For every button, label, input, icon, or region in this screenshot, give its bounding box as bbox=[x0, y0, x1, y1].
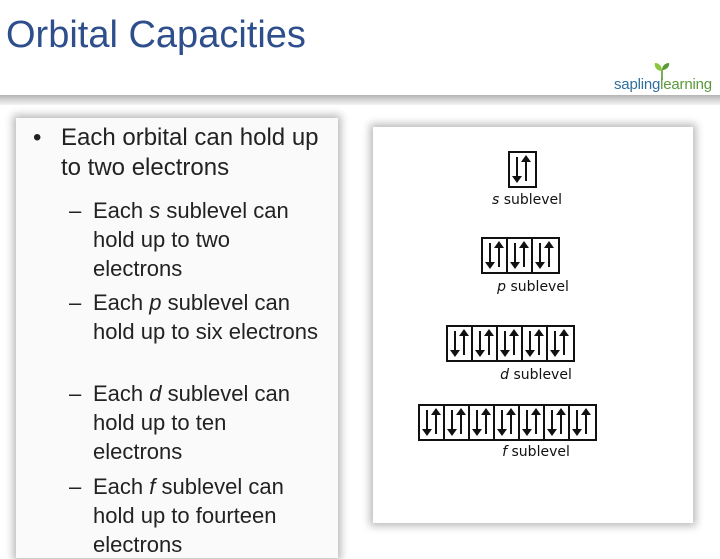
orbital-box bbox=[520, 406, 545, 439]
spin-down-arrow-icon bbox=[529, 331, 531, 355]
spin-down-arrow-icon bbox=[551, 410, 553, 434]
spin-up-arrow-icon bbox=[513, 331, 515, 355]
spin-down-arrow-icon bbox=[514, 243, 516, 267]
orbital-box bbox=[523, 327, 548, 360]
orbital-box bbox=[510, 153, 535, 186]
spin-down-arrow-icon bbox=[479, 331, 481, 355]
orbital-box bbox=[498, 327, 523, 360]
orbital-box bbox=[445, 406, 470, 439]
orbital-box bbox=[483, 239, 508, 272]
spin-up-arrow-icon bbox=[485, 410, 487, 434]
spin-down-arrow-icon bbox=[476, 410, 478, 434]
logo-text-learning: learning bbox=[660, 76, 712, 93]
spin-down-arrow-icon bbox=[426, 410, 428, 434]
spin-up-arrow-icon bbox=[460, 410, 462, 434]
orbital-box bbox=[533, 239, 558, 272]
orbital-box bbox=[473, 327, 498, 360]
spin-down-arrow-icon bbox=[539, 243, 541, 267]
bullet-dot: • bbox=[33, 124, 42, 151]
orbital-box bbox=[470, 406, 495, 439]
spin-up-arrow-icon bbox=[585, 410, 587, 434]
orbital-box bbox=[448, 327, 473, 360]
orbital-box bbox=[548, 327, 573, 360]
orbital-boxes-s bbox=[508, 151, 537, 188]
spin-up-arrow-icon bbox=[463, 331, 465, 355]
spin-up-arrow-icon bbox=[548, 243, 550, 267]
label-d-sublevel: d sublevel bbox=[500, 367, 572, 383]
spin-down-arrow-icon bbox=[576, 410, 578, 434]
spin-up-arrow-icon bbox=[535, 410, 537, 434]
spin-up-arrow-icon bbox=[560, 410, 562, 434]
spin-down-arrow-icon bbox=[554, 331, 556, 355]
spin-up-arrow-icon bbox=[498, 243, 500, 267]
spin-down-arrow-icon bbox=[454, 331, 456, 355]
logo-text-sapling: sapling bbox=[614, 76, 661, 93]
orbital-boxes-f bbox=[418, 404, 597, 441]
title-divider bbox=[0, 95, 720, 105]
spin-down-arrow-icon bbox=[516, 157, 518, 181]
spin-down-arrow-icon bbox=[504, 331, 506, 355]
spin-up-arrow-icon bbox=[488, 331, 490, 355]
orbital-box bbox=[508, 239, 533, 272]
orbital-box bbox=[495, 406, 520, 439]
main-bullet-text: Each orbital can hold up to two electrons bbox=[61, 124, 319, 181]
orbital-box bbox=[570, 406, 595, 439]
label-f-sublevel: f sublevel bbox=[502, 444, 570, 460]
orbital-boxes-p bbox=[481, 237, 560, 274]
spin-up-arrow-icon bbox=[523, 243, 525, 267]
slide-title: Orbital Capacities bbox=[6, 14, 306, 56]
orbital-boxes-d bbox=[446, 325, 575, 362]
spin-up-arrow-icon bbox=[563, 331, 565, 355]
orbital-box bbox=[545, 406, 570, 439]
label-p-sublevel: p sublevel bbox=[497, 279, 569, 295]
spin-down-arrow-icon bbox=[451, 410, 453, 434]
label-s-sublevel: s sublevel bbox=[491, 192, 563, 208]
spin-up-arrow-icon bbox=[510, 410, 512, 434]
spin-up-arrow-icon bbox=[538, 331, 540, 355]
spin-up-arrow-icon bbox=[435, 410, 437, 434]
orbital-box bbox=[420, 406, 445, 439]
spin-down-arrow-icon bbox=[501, 410, 503, 434]
sapling-learning-logo bbox=[614, 62, 718, 96]
spin-down-arrow-icon bbox=[526, 410, 528, 434]
spin-down-arrow-icon bbox=[489, 243, 491, 267]
spin-up-arrow-icon bbox=[525, 157, 527, 181]
